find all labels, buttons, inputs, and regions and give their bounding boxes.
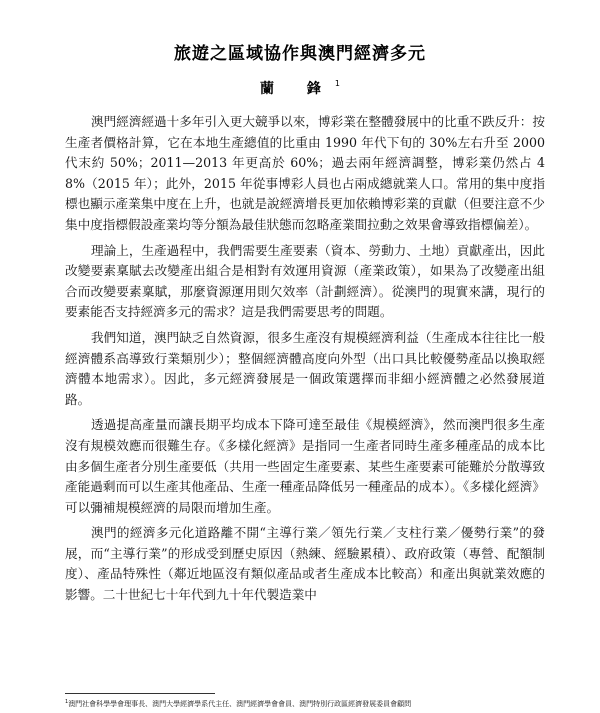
author-footnote-mark: 1 <box>334 79 340 88</box>
body-text <box>65 112 545 611</box>
paragraph-2: 理論上，生產過程中，我們需要生產要素（資本、勞動力、土地）貢獻產出，因此改變要素稟賦去改變產出組合是相對有效運用資源（產業政策），如果為了改變產出組合而改變要素稟賦，那麼資源運用則欠效率（計劃經濟）。從澳門的現實來講，現行的要素能否支持經濟多元的需求？這是我們需要思考的問題。 <box>65 242 545 320</box>
author-name: 蘭 鋒 <box>260 81 335 97</box>
footnote-divider <box>65 693 215 694</box>
paper-title: 旅遊之區域協作與澳門經濟多元 <box>174 44 426 65</box>
footnote-mark: 1 <box>65 699 69 705</box>
author-line <box>0 78 600 98</box>
paragraph-5: 澳門的經濟多元化道路離不開“主導行業／領先行業／支柱行業／優勢行業”的發展，而“主導行業”的形成受到歷史原因（熱練、經驗累積）、政府政策（專營、配額制度）、產品特殊性（鄰近地區沒有類似產品或者生產成本比較高）和產出與就業效應的影響。二十世紀七十年代到九十年代製造業中 <box>65 525 545 603</box>
paragraph-4: 透過提高產量而讓長期平均成本下降可達至最佳《規模經濟》，然而澳門很多生產沒有規模效應而很難生存。《多樣化經濟》是指同一生產者同時生產多種產品的成本比由多個生產者分別生產要低（共用一些固定生產要素、某些生產要素可能難於分散導致產能過剩而可以生產其他產品、生產一種產品降低另一種產品的成本）。《多樣化經濟》可以彌補規模經濟的局限而增加生產。 <box>65 417 545 515</box>
paragraph-3: 我們知道，澳門缺乏自然資源，很多生產沒有規模經濟利益（生產成本往往比一般經濟體系高導致行業類別少）；整個經濟體高度向外型（出口具比較優勢產品以換取經濟體本地需求）。因此，多元經濟發展是一個政策選擇而非細小經濟體之必然發展道路。 <box>65 329 545 407</box>
footnote-text: 澳門社會科學學會理事長、澳門大學經濟學系代主任、澳門經濟學會會員、澳門特別行政區經濟發展委員會顧問 <box>68 700 412 708</box>
paragraph-1: 澳門經濟經過十多年引入更大競爭以來，博彩業在整體發展中的比重不跌反升：按生產者價格計算，它在本地生產總值的比重由 1990 年代下旬的 30%左右升至 2000 代末約 50%；2011—2013 年更高於 60%；過去兩年經濟調整，博彩業仍然占 48%（2015 年）；此外，2015 年從事博彩人員也占兩成總就業人口。常用的集中度指標也顯示產業集中度在上升，也就是說經濟增長更加依賴博彩業的貢獻（但要注意不少集中度指標假設產業均等分額為最佳狀態而忽略產業間拉動之效果會導致指標偏差）。 <box>65 114 545 232</box>
footnote <box>65 697 565 709</box>
